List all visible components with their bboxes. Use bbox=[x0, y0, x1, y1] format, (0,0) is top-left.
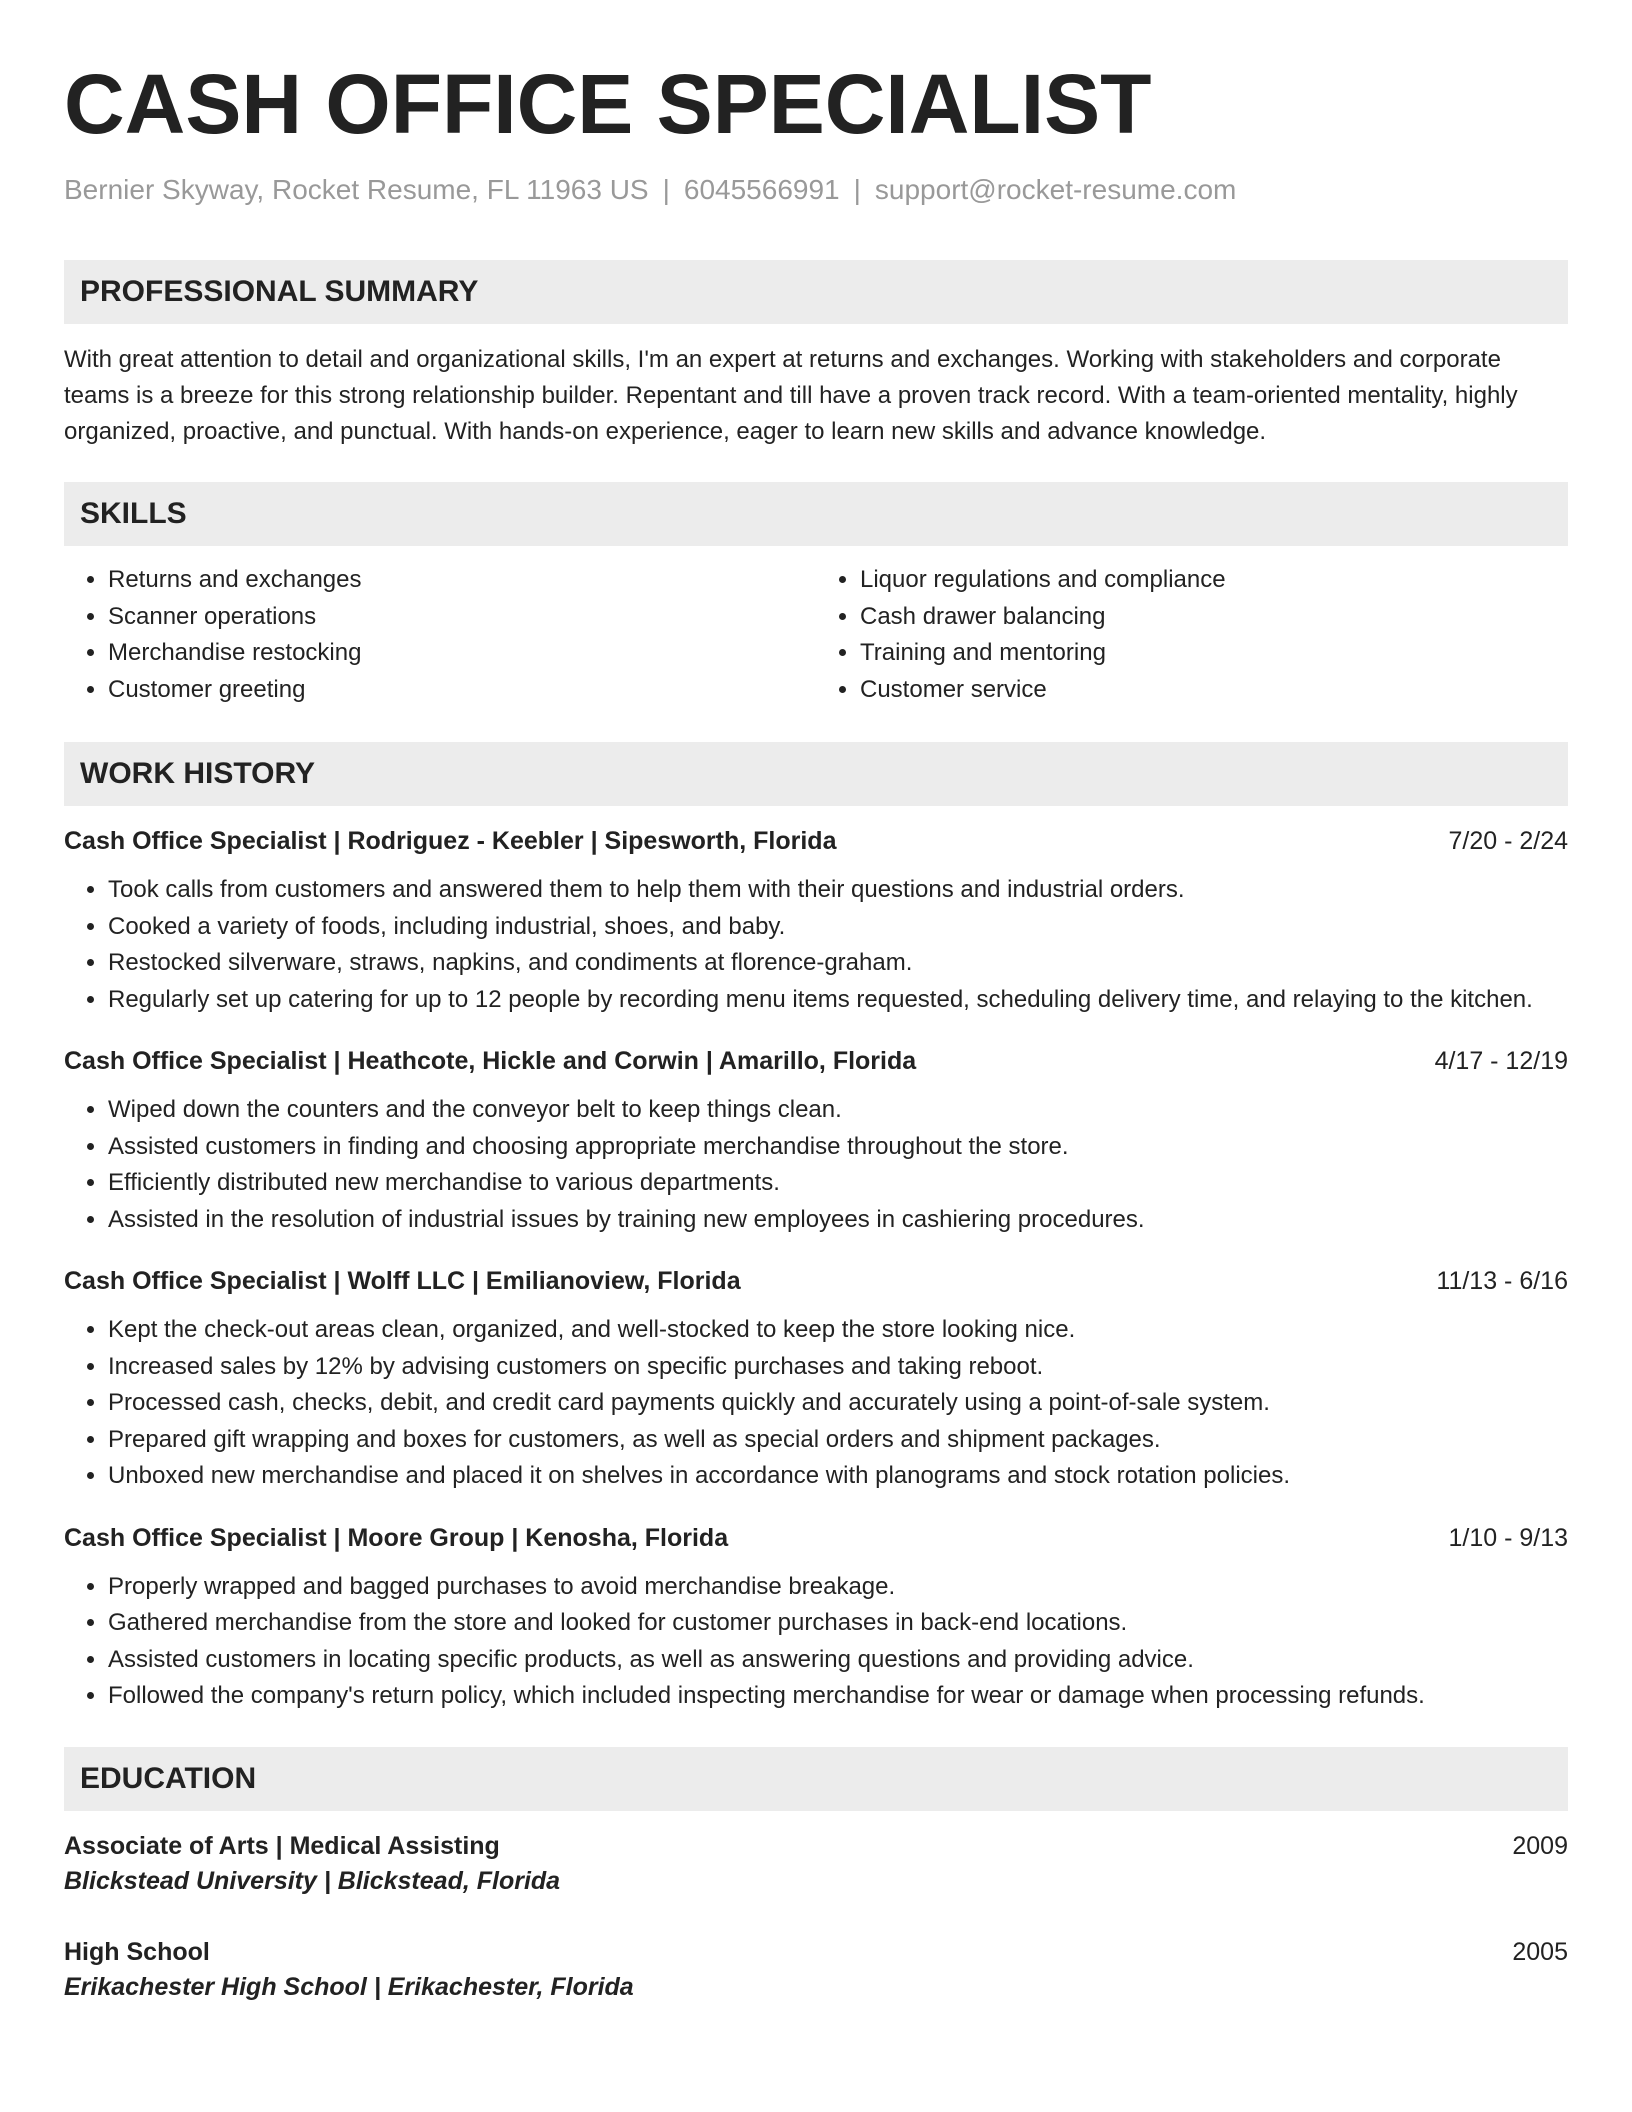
skill-item: • Liquor regulations and compliance bbox=[860, 562, 1568, 599]
job-bullets bbox=[64, 872, 1568, 1018]
contact-line bbox=[64, 172, 1568, 208]
job-bullet: • Assisted customers in finding and choosing appropriate merchandise throughout the store. bbox=[108, 1129, 1568, 1166]
job-entry bbox=[64, 1264, 1568, 1495]
education-school: Erikachester High School | Erikachester, Florida bbox=[64, 1972, 634, 2001]
skill-item: • Customer service bbox=[860, 672, 1568, 709]
resume-page bbox=[64, 58, 1568, 2005]
section-header-work-history: WORK HISTORY bbox=[64, 742, 1568, 806]
skill-item: • Returns and exchanges bbox=[108, 562, 816, 599]
job-header bbox=[64, 824, 1568, 858]
education-degree: High School bbox=[64, 1937, 210, 1966]
job-bullet: • Properly wrapped and bagged purchases to avoid merchandise breakage. bbox=[108, 1569, 1568, 1606]
education-school: Blickstead University | Blickstead, Florida bbox=[64, 1866, 561, 1895]
skills-column-right bbox=[816, 562, 1568, 708]
education-year: 2009 bbox=[1512, 1831, 1568, 1860]
education-entry bbox=[64, 1829, 1568, 1899]
skill-item: • Customer greeting bbox=[108, 672, 816, 709]
job-bullet: • Cooked a variety of foods, including industrial, shoes, and baby. bbox=[108, 909, 1568, 946]
job-title: Cash Office Specialist | Rodriguez - Keebler | Sipesworth, Florida bbox=[64, 827, 837, 855]
job-title: Cash Office Specialist | Heathcote, Hickle and Corwin | Amarillo, Florida bbox=[64, 1047, 917, 1075]
job-header bbox=[64, 1521, 1568, 1555]
job-header bbox=[64, 1264, 1568, 1298]
job-bullet: • Prepared gift wrapping and boxes for customers, as well as special orders and shipment packages. bbox=[108, 1422, 1568, 1459]
job-entry bbox=[64, 824, 1568, 1018]
job-bullet: • Wiped down the counters and the conveyor belt to keep things clean. bbox=[108, 1092, 1568, 1129]
contact-separator: | bbox=[853, 174, 861, 205]
job-dates: 7/20 - 2/24 bbox=[1448, 827, 1568, 855]
job-bullet: • Regularly set up catering for up to 12 people by recording menu items requested, scheduling delivery time, and relaying to the kitchen. bbox=[108, 982, 1568, 1019]
job-bullet: • Followed the company's return policy, which included inspecting merchandise for wear or damage when processing refunds. bbox=[108, 1678, 1568, 1715]
job-header bbox=[64, 1044, 1568, 1078]
candidate-title: CASH OFFICE SPECIALIST bbox=[64, 57, 1152, 151]
skill-item: • Training and mentoring bbox=[860, 635, 1568, 672]
job-bullet: • Increased sales by 12% by advising customers on specific purchases and taking reboot. bbox=[108, 1349, 1568, 1386]
job-bullet: • Gathered merchandise from the store and looked for customer purchases in back-end locations. bbox=[108, 1605, 1568, 1642]
skill-item: • Cash drawer balancing bbox=[860, 599, 1568, 636]
job-bullet: • Processed cash, checks, debit, and credit card payments quickly and accurately using a point-of-sale system. bbox=[108, 1385, 1568, 1422]
job-bullet: • Restocked silverware, straws, napkins, and condiments at florence-graham. bbox=[108, 945, 1568, 982]
contact-address: Bernier Skyway, Rocket Resume, FL 11963 US bbox=[64, 174, 649, 205]
job-dates: 4/17 - 12/19 bbox=[1434, 1047, 1568, 1075]
job-bullet: • Took calls from customers and answered them to help them with their questions and industrial orders. bbox=[108, 872, 1568, 909]
education-entry bbox=[64, 1935, 1568, 2005]
skills-column-left bbox=[64, 562, 816, 708]
job-entry bbox=[64, 1044, 1568, 1238]
job-title: Cash Office Specialist | Moore Group | Kenosha, Florida bbox=[64, 1523, 729, 1552]
job-bullets bbox=[64, 1312, 1568, 1495]
contact-email: support@rocket-resume.com bbox=[874, 174, 1237, 205]
job-bullet: • Kept the check-out areas clean, organized, and well-stocked to keep the store looking nice. bbox=[108, 1312, 1568, 1349]
summary-text: With great attention to detail and organizational skills, I'm an expert at returns and exchanges. Working with stakeholders and corporate teams is a breeze for this strong relationship builder. Repentant and till have a proven track record. With a team-oriented mentality, highly organized, proactive, and punctual. With hands-on experience, eager to learn new skills and advance knowledge. bbox=[64, 346, 1518, 445]
job-bullet: • Assisted in the resolution of industrial issues by training new employees in cashiering procedures. bbox=[108, 1202, 1568, 1239]
education-year: 2005 bbox=[1512, 1937, 1568, 1966]
job-title: Cash Office Specialist | Wolff LLC | Emilianoview, Florida bbox=[64, 1267, 741, 1295]
contact-separator: | bbox=[662, 174, 670, 205]
job-bullets bbox=[64, 1569, 1568, 1715]
section-header-skills: SKILLS bbox=[64, 482, 1568, 546]
section-header-education: EDUCATION bbox=[64, 1747, 1568, 1811]
job-dates: 1/10 - 9/13 bbox=[1448, 1523, 1568, 1552]
job-bullets bbox=[64, 1092, 1568, 1238]
job-bullet: • Efficiently distributed new merchandise to various departments. bbox=[108, 1165, 1568, 1202]
job-dates: 11/13 - 6/16 bbox=[1436, 1267, 1568, 1295]
job-bullet: • Unboxed new merchandise and placed it on shelves in accordance with planograms and stock rotation policies. bbox=[108, 1458, 1568, 1495]
education-header bbox=[64, 1935, 1568, 1969]
section-header-summary: PROFESSIONAL SUMMARY bbox=[64, 260, 1568, 324]
education-header bbox=[64, 1829, 1568, 1863]
skill-item: • Scanner operations bbox=[108, 599, 816, 636]
skill-item: • Merchandise restocking bbox=[108, 635, 816, 672]
job-entry bbox=[64, 1521, 1568, 1715]
education-degree: Associate of Arts | Medical Assisting bbox=[64, 1831, 500, 1860]
contact-phone: 6045566991 bbox=[683, 174, 840, 205]
skills-list bbox=[64, 562, 1568, 708]
job-bullet: • Assisted customers in locating specific products, as well as answering questions and providing advice. bbox=[108, 1642, 1568, 1679]
